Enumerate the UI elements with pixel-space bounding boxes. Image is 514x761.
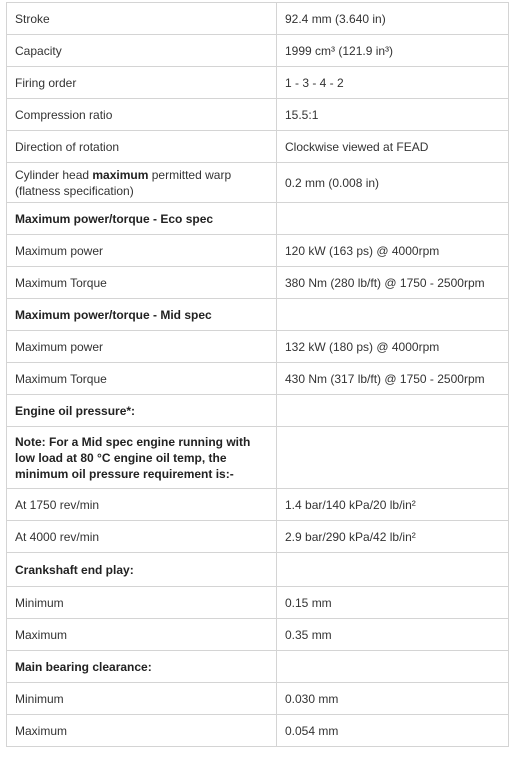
table-row-capacity xyxy=(7,35,509,67)
section-heading: Maximum power/torque - Eco spec xyxy=(7,203,277,235)
row-value: 1.4 bar/140 kPa/20 lb/in² xyxy=(277,489,509,521)
table-row-bearing-min xyxy=(7,683,509,715)
row-value xyxy=(277,427,509,489)
note-text: Note: For a Mid spec engine running with low load at 80 °C engine oil temp, the minimum oil pressure requirement is:- xyxy=(7,427,277,489)
row-value: 120 kW (163 ps) @ 4000rpm xyxy=(277,235,509,267)
row-value: 0.15 mm xyxy=(277,587,509,619)
row-value: 0.054 mm xyxy=(277,715,509,747)
table-row-mid-max-torque xyxy=(7,363,509,395)
row-value: 380 Nm (280 lb/ft) @ 1750 - 2500rpm xyxy=(277,267,509,299)
table-row-section-crankshaft-end-play xyxy=(7,553,509,587)
table-row-end-play-max xyxy=(7,619,509,651)
row-label: Maximum Torque xyxy=(7,363,277,395)
row-value: 0.030 mm xyxy=(277,683,509,715)
row-value: 1999 cm³ (121.9 in³) xyxy=(277,35,509,67)
row-value: 15.5:1 xyxy=(277,99,509,131)
row-value xyxy=(277,553,509,587)
engine-spec-table xyxy=(6,2,509,747)
row-label: Maximum Torque xyxy=(7,267,277,299)
row-value: 0.35 mm xyxy=(277,619,509,651)
row-label: Compression ratio xyxy=(7,99,277,131)
table-row-eco-max-torque xyxy=(7,267,509,299)
row-value: Clockwise viewed at FEAD xyxy=(277,131,509,163)
table-row-eco-max-power xyxy=(7,235,509,267)
table-row-cylinder-head-warp xyxy=(7,163,509,203)
table-row-stroke xyxy=(7,3,509,35)
section-heading: Main bearing clearance: xyxy=(7,651,277,683)
row-label-post: permitted warp (flatness specification) xyxy=(15,167,232,198)
row-value xyxy=(277,203,509,235)
table-row-section-eco-spec xyxy=(7,203,509,235)
row-label: Maximum power xyxy=(7,331,277,363)
row-label-emphasis: maximum xyxy=(92,167,149,182)
row-label: At 4000 rev/min xyxy=(7,521,277,553)
row-value: 92.4 mm (3.640 in) xyxy=(277,3,509,35)
row-label: Stroke xyxy=(7,3,277,35)
row-label: Direction of rotation xyxy=(7,131,277,163)
table-row-compression-ratio xyxy=(7,99,509,131)
table-row-oil-pressure-4000 xyxy=(7,521,509,553)
table-row-mid-max-power xyxy=(7,331,509,363)
row-label: At 1750 rev/min xyxy=(7,489,277,521)
row-value: 2.9 bar/290 kPa/42 lb/in² xyxy=(277,521,509,553)
row-label: Maximum power xyxy=(7,235,277,267)
table-row-firing-order xyxy=(7,67,509,99)
row-value xyxy=(277,651,509,683)
row-label xyxy=(7,163,277,203)
table-row-end-play-min xyxy=(7,587,509,619)
row-value: 0.2 mm (0.008 in) xyxy=(277,163,509,203)
row-value xyxy=(277,395,509,427)
table-row-oil-pressure-note xyxy=(7,427,509,489)
row-value: 430 Nm (317 lb/ft) @ 1750 - 2500rpm xyxy=(277,363,509,395)
row-label-pre: Cylinder head xyxy=(15,167,93,182)
table-row-bearing-max xyxy=(7,715,509,747)
table-row-section-oil-pressure xyxy=(7,395,509,427)
table-row-oil-pressure-1750 xyxy=(7,489,509,521)
row-label: Maximum xyxy=(7,715,277,747)
row-value: 1 - 3 - 4 - 2 xyxy=(277,67,509,99)
table-row-section-main-bearing xyxy=(7,651,509,683)
table-row-direction-of-rotation xyxy=(7,131,509,163)
row-label: Maximum xyxy=(7,619,277,651)
row-label: Minimum xyxy=(7,587,277,619)
row-label: Capacity xyxy=(7,35,277,67)
section-heading: Engine oil pressure*: xyxy=(7,395,277,427)
row-value: 132 kW (180 ps) @ 4000rpm xyxy=(277,331,509,363)
section-heading: Crankshaft end play: xyxy=(7,553,277,587)
table-row-section-mid-spec xyxy=(7,299,509,331)
row-value xyxy=(277,299,509,331)
row-label: Minimum xyxy=(7,683,277,715)
row-label: Firing order xyxy=(7,67,277,99)
section-heading: Maximum power/torque - Mid spec xyxy=(7,299,277,331)
